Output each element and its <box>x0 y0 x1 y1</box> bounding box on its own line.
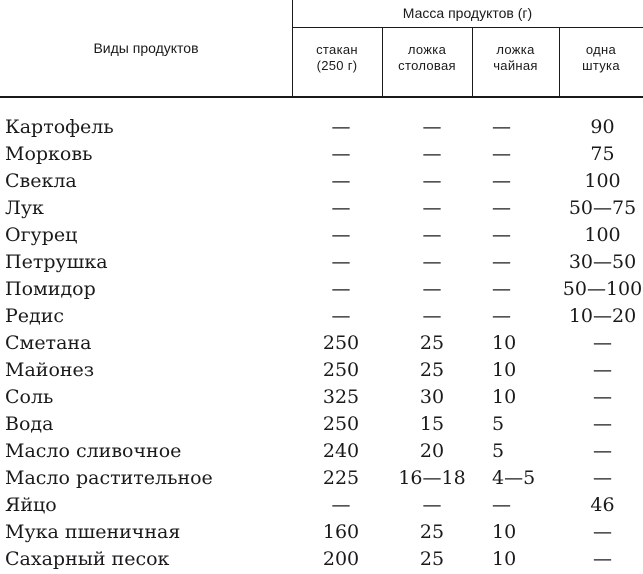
table-row <box>0 195 643 222</box>
teaspoon-value: 10 <box>492 548 517 570</box>
piece-value: — <box>593 521 612 543</box>
teaspoon-value: — <box>492 197 511 219</box>
piece-value: 90 <box>590 116 615 138</box>
tablespoon-value: — <box>422 305 442 327</box>
table-row <box>0 465 643 492</box>
table-row <box>0 222 643 249</box>
piece-value: — <box>593 440 612 462</box>
table-row <box>0 519 643 546</box>
piece-value: 100 <box>584 224 621 246</box>
tablespoon-value: 25 <box>419 332 445 354</box>
product-name: Картофель <box>5 116 114 138</box>
glass-value: — <box>331 305 351 327</box>
glass-value: — <box>331 278 351 300</box>
tablespoon-value: 25 <box>419 521 445 543</box>
piece-value: 75 <box>590 143 615 165</box>
table-row <box>0 384 643 411</box>
glass-value: 250 <box>322 413 360 435</box>
glass-header-line2: (250 г) <box>316 58 358 73</box>
tablespoon-value: 30 <box>419 386 445 408</box>
tablespoon-value: — <box>422 224 442 246</box>
tablespoon-value: 16—18 <box>398 467 466 489</box>
table-row <box>0 438 643 465</box>
product-name: Яйцо <box>5 494 57 516</box>
product-name: Огурец <box>5 224 78 246</box>
piece-value: 46 <box>590 494 615 516</box>
piece-value: 50—75 <box>568 197 637 219</box>
glass-value: — <box>331 494 351 516</box>
tablespoon-value: — <box>422 116 442 138</box>
product-name: Масло растительное <box>5 467 213 489</box>
teaspoon-value: — <box>492 251 511 273</box>
piece-header-line2: штука <box>582 58 620 73</box>
piece-value: — <box>593 467 612 489</box>
product-name: Масло сливочное <box>5 440 182 462</box>
teaspoon-value: 10 <box>492 359 517 381</box>
piece-value: — <box>593 548 612 570</box>
piece-header-line1: одна <box>585 42 617 57</box>
table-row <box>0 330 643 357</box>
piece-value: — <box>593 413 612 435</box>
mass-group-header: Масса продуктов (г) <box>402 5 533 21</box>
table-row <box>0 249 643 276</box>
teaspoon-header-line1: ложка <box>496 42 535 57</box>
teaspoon-header-line2: чайная <box>493 58 538 73</box>
teaspoon-value: — <box>492 305 511 327</box>
product-name: Редис <box>5 305 65 327</box>
product-name: Сахарный песок <box>5 548 170 570</box>
tablespoon-header-line2: столовая <box>398 58 456 73</box>
teaspoon-value: — <box>492 278 511 300</box>
teaspoon-value: — <box>492 143 511 165</box>
product-name: Лук <box>5 197 44 219</box>
product-name: Свекла <box>5 170 77 192</box>
glass-value: — <box>331 116 351 138</box>
tablespoon-value: 25 <box>419 359 445 381</box>
table-row <box>0 303 643 330</box>
teaspoon-value: 10 <box>492 521 517 543</box>
teaspoon-value: 5 <box>492 413 505 435</box>
glass-value: 200 <box>322 548 360 570</box>
table-body <box>0 114 643 573</box>
table-row <box>0 276 643 303</box>
tablespoon-value: — <box>422 143 442 165</box>
teaspoon-value: — <box>492 494 511 516</box>
header-middle-rule <box>292 27 643 28</box>
table-row <box>0 168 643 195</box>
product-name: Сметана <box>5 332 92 354</box>
table-row <box>0 411 643 438</box>
piece-value: 30—50 <box>568 251 637 273</box>
glass-value: — <box>331 197 351 219</box>
product-name: Вода <box>5 413 54 435</box>
table-row <box>0 114 643 141</box>
glass-value: 250 <box>322 359 360 381</box>
piece-column-header <box>559 42 643 74</box>
tablespoon-header-line1: ложка <box>407 42 447 57</box>
glass-header-line1: стакан <box>316 42 358 57</box>
teaspoon-value: 4—5 <box>492 467 536 489</box>
product-name: Помидор <box>5 278 96 300</box>
tablespoon-column-header <box>382 42 472 74</box>
glass-value: — <box>331 224 351 246</box>
tablespoon-value: 20 <box>419 440 445 462</box>
products-column-header: Виды продуктов <box>93 40 199 56</box>
tablespoon-value: — <box>422 494 442 516</box>
piece-value: 10—20 <box>568 305 637 327</box>
piece-value: 100 <box>584 170 621 192</box>
piece-value: 50—100 <box>562 278 643 300</box>
teaspoon-column-header <box>472 42 559 74</box>
table-row <box>0 357 643 384</box>
product-name: Соль <box>5 386 54 408</box>
glass-value: — <box>331 170 351 192</box>
glass-value: 325 <box>322 386 360 408</box>
teaspoon-value: — <box>492 224 511 246</box>
header-bottom-rule <box>0 96 643 98</box>
glass-value: 225 <box>322 467 360 489</box>
piece-value: — <box>593 332 612 354</box>
teaspoon-value: 10 <box>492 332 517 354</box>
glass-value: — <box>331 251 351 273</box>
table-row <box>0 546 643 573</box>
tablespoon-value: 15 <box>419 413 445 435</box>
product-name: Петрушка <box>5 251 108 273</box>
teaspoon-value: 10 <box>492 386 517 408</box>
tablespoon-value: — <box>422 170 442 192</box>
product-name: Морковь <box>5 143 93 165</box>
glass-value: 160 <box>322 521 360 543</box>
glass-value: 240 <box>322 440 360 462</box>
teaspoon-value: 5 <box>492 440 505 462</box>
glass-value: — <box>331 143 351 165</box>
piece-value: — <box>593 386 612 408</box>
glass-column-header <box>292 42 382 74</box>
tablespoon-value: — <box>422 197 442 219</box>
tablespoon-value: — <box>422 278 442 300</box>
table-row <box>0 141 643 168</box>
product-name: Майонез <box>5 359 95 381</box>
teaspoon-value: — <box>492 170 511 192</box>
tablespoon-value: 25 <box>419 548 445 570</box>
table-row <box>0 492 643 519</box>
product-name: Мука пшеничная <box>5 521 181 543</box>
glass-value: 250 <box>322 332 360 354</box>
tablespoon-value: — <box>422 251 442 273</box>
teaspoon-value: — <box>492 116 511 138</box>
piece-value: — <box>593 359 612 381</box>
